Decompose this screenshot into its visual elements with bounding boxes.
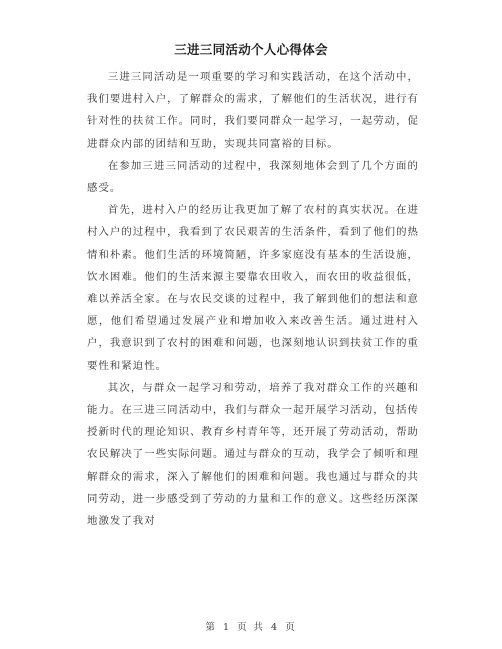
page-total: 4 [271,622,280,633]
paragraph-1: 三进三同活动是一项重要的学习和实践活动，在这个活动中，我们要进村入户，了解群众的需求，了解他们的生活状况，进行有针对性的扶贫工作。同时，我们要同群众一起学习，一起劳动，促进群众内部的团结和互助，实现共同富裕的目标。 [87,71,419,150]
paragraph-4: 其次，与群众一起学习和劳动，培养了我对群众工作的兴趣和能力。在三进三同活动中，我们与群众一起开展学习活动，包括传授新时代的理论知识、教育乡村青年等，还开展了劳动活动，帮助农民解决了一些实际问题。通过与群众的互动，我学会了倾听和理解群众的需求，深入了解他们的困难和问题。我也通过与群众的共同劳动，进一步感受到了劳动的力量和工作的意义。这些经历深深地激发了我对 [87,381,419,528]
document-title: 三进三同活动个人心得体会 [174,42,328,57]
footer-suffix: 页 [285,622,297,633]
footer-prefix: 第 [205,622,217,633]
document-body [87,66,419,532]
paragraph-2: 在参加三进三同活动的过程中，我深刻地体会到了几个方面的感受。 [87,159,419,195]
paragraph-3: 首先，进村入户的经历让我更加了解了农村的真实状况。在进村入户的过程中，我看到了农民艰苦的生活条件，看到了他们的热情和朴素。他们生活的环境简陋，许多家庭没有基本的生活设施，饮水困难。他们的生活来源主要靠农田收入，而农田的收益很低，难以养活全家。在与农民交谈的过程中，我了解到他们的想法和意愿，他们希望通过发展产业和增加收入来改善生活。通过进村入户，我意识到了农村的困难和问题，也深刻地认识到扶贫工作的重要性和紧迫性。 [87,204,419,372]
page-number: 1 [222,622,231,633]
page-footer [0,619,502,633]
footer-middle: 页 共 [236,622,266,633]
